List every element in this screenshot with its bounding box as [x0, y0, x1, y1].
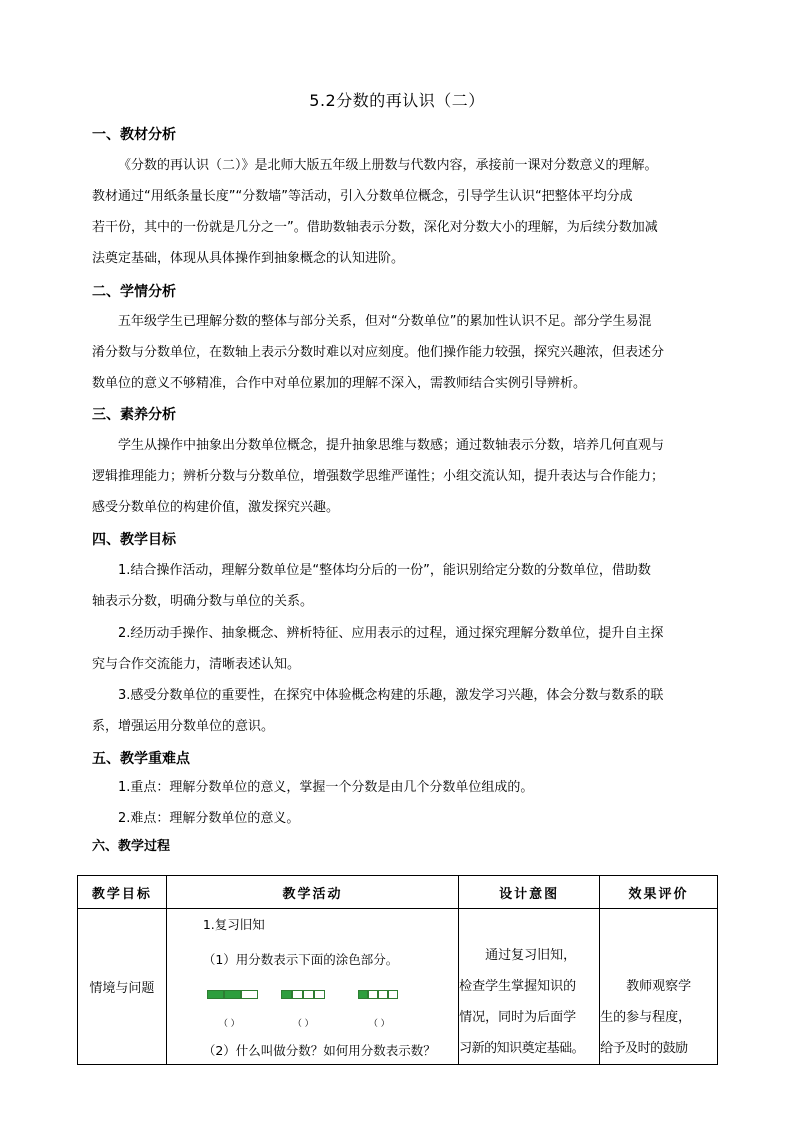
goal-line: 3.感受分数单位的重要性，在探究中体验概念构建的乐趣，激发学习兴趣，体会分数与数系的联 [118, 688, 664, 703]
paragraph-line: 感受分数单位的构建价值，激发探究兴趣。 [92, 500, 340, 515]
activity-question-1: （1）用分数表示下面的涂色部分。 [202, 952, 399, 967]
fraction-bar-2 [281, 990, 325, 999]
table-row [78, 909, 718, 1065]
paragraph-line: 《分数的再认识（二）》是北师大版五年级上册数与代数内容，承接前一课对分数意义的理解。 [118, 158, 658, 173]
difficulty-item: 2.难点：理解分数单位的意义。 [118, 811, 300, 826]
paragraph-line: 淆分数与分数单位，在数轴上表示分数时难以对应刻度。他们操作能力较强，探究兴趣浓，但表述分 [92, 345, 665, 360]
bar-segment-filled [358, 990, 368, 999]
answer-blank-3: （ ） [368, 1019, 390, 1029]
paragraph-literacy-analysis [92, 430, 706, 523]
cell-activity [166, 909, 458, 1065]
bar-segment-empty [378, 990, 388, 999]
goal-line: 2.经历动手操作、抽象概念、辨析特征、应用表示的过程，通过探究理解分数单位，提升自主探 [118, 626, 664, 641]
paragraph-textbook-analysis [92, 150, 706, 274]
paragraph-line: 法奠定基础，体现从具体操作到抽象概念的认知进阶。 [92, 251, 405, 266]
goal-item-1 [92, 555, 706, 617]
evaluation-line: 给予及时的鼓励 [600, 1041, 688, 1056]
teaching-process-table [77, 875, 718, 1065]
intent-line: 情况，同时为后面学 [459, 1010, 577, 1025]
document-title: 5.2分数的再认识（二） [309, 91, 485, 110]
bar-segment-empty [388, 990, 398, 999]
paragraph-student-analysis [92, 306, 706, 399]
bar-segment-filled [207, 990, 224, 999]
activity-question-2: （2）什么叫做分数？如何用分数表示数？ [202, 1043, 436, 1058]
fraction-bar-3 [358, 990, 398, 999]
cell-evaluation [600, 909, 718, 1065]
bar-segment-empty [241, 990, 258, 999]
bar-segment-empty [292, 990, 303, 999]
paragraph-line: 教材通过“用纸条量长度”“分数墙”等活动，引入分数单位概念，引导学生认识“把整体平均分成 [92, 189, 633, 204]
key-point-item: 1.重点：理解分数单位的意义，掌握一个分数是由几个分数单位组成的。 [118, 780, 534, 795]
intent-line: 习新的知识奠定基础。 [459, 1041, 585, 1056]
bar-segment-filled [281, 990, 292, 999]
section-heading-teaching-goals: 四、教学目标 [92, 532, 176, 548]
evaluation-line: 教师观察学 [626, 979, 692, 994]
section-heading-student-analysis: 二、学情分析 [92, 284, 176, 300]
paragraph-line: 若干份，其中的一份就是几分之一”。借助数轴表示分数，深化对分数大小的理解，为后续分数加减 [92, 220, 658, 235]
cell-intent [459, 909, 600, 1065]
bar-segment-empty [303, 990, 314, 999]
paragraph-line: 学生从操作中抽象出分数单位概念，提升抽象思维与数感；通过数轴表示分数，培养几何直观与 [118, 438, 665, 453]
header-intent: 设计意图 [459, 876, 600, 909]
answer-blank-2: （ ） [292, 1019, 314, 1029]
evaluation-line: 生的参与程度， [600, 1010, 692, 1025]
goal-line: 究与合作交流能力，清晰表述认知。 [92, 657, 301, 672]
section-heading-teaching-process: 六、教学过程 [92, 839, 171, 854]
goal-line: 轴表示分数，明确分数与单位的关系。 [92, 594, 314, 609]
header-evaluation: 效果评价 [600, 876, 718, 909]
intent-line: 通过复习旧知， [485, 948, 577, 963]
bar-segment-empty [314, 990, 325, 999]
header-goal: 教学目标 [78, 876, 167, 909]
section-heading-key-points: 五、教学重难点 [92, 751, 190, 767]
bar-segment-empty [368, 990, 378, 999]
activity-step: 1.复习旧知 [202, 917, 265, 932]
paragraph-line: 数单位的意义不够精准，合作中对单位累加的理解不深入，需教师结合实例引导辨析。 [92, 376, 587, 391]
intent-line: 检查学生掌握知识的 [459, 979, 577, 994]
fraction-bar-1 [207, 990, 258, 999]
table-header-row [78, 876, 718, 909]
section-heading-literacy-analysis: 三、素养分析 [92, 407, 176, 423]
section-heading-textbook-analysis: 一、教材分析 [92, 127, 176, 143]
goal-line: 1.结合操作活动，理解分数单位是“整体均分后的一份”，能识别给定分数的分数单位，借助数 [118, 563, 651, 578]
goal-line: 系，增强运用分数单位的意识。 [92, 719, 275, 734]
paragraph-line: 逻辑推理能力；辨析分数与分数单位，增强数学思维严谨性；小组交流认知，提升表达与合作能力； [92, 469, 665, 484]
paragraph-line: 五年级学生已理解分数的整体与部分关系，但对“分数单位”的累加性认识不足。部分学生易混 [118, 314, 652, 329]
bar-segment-filled [224, 990, 241, 999]
cell-goal: 情境与问题 [78, 909, 167, 1065]
header-activity: 教学活动 [166, 876, 458, 909]
goal-item-2 [92, 618, 706, 680]
answer-blank-1: （ ） [218, 1019, 240, 1029]
goal-item-3 [92, 680, 706, 742]
